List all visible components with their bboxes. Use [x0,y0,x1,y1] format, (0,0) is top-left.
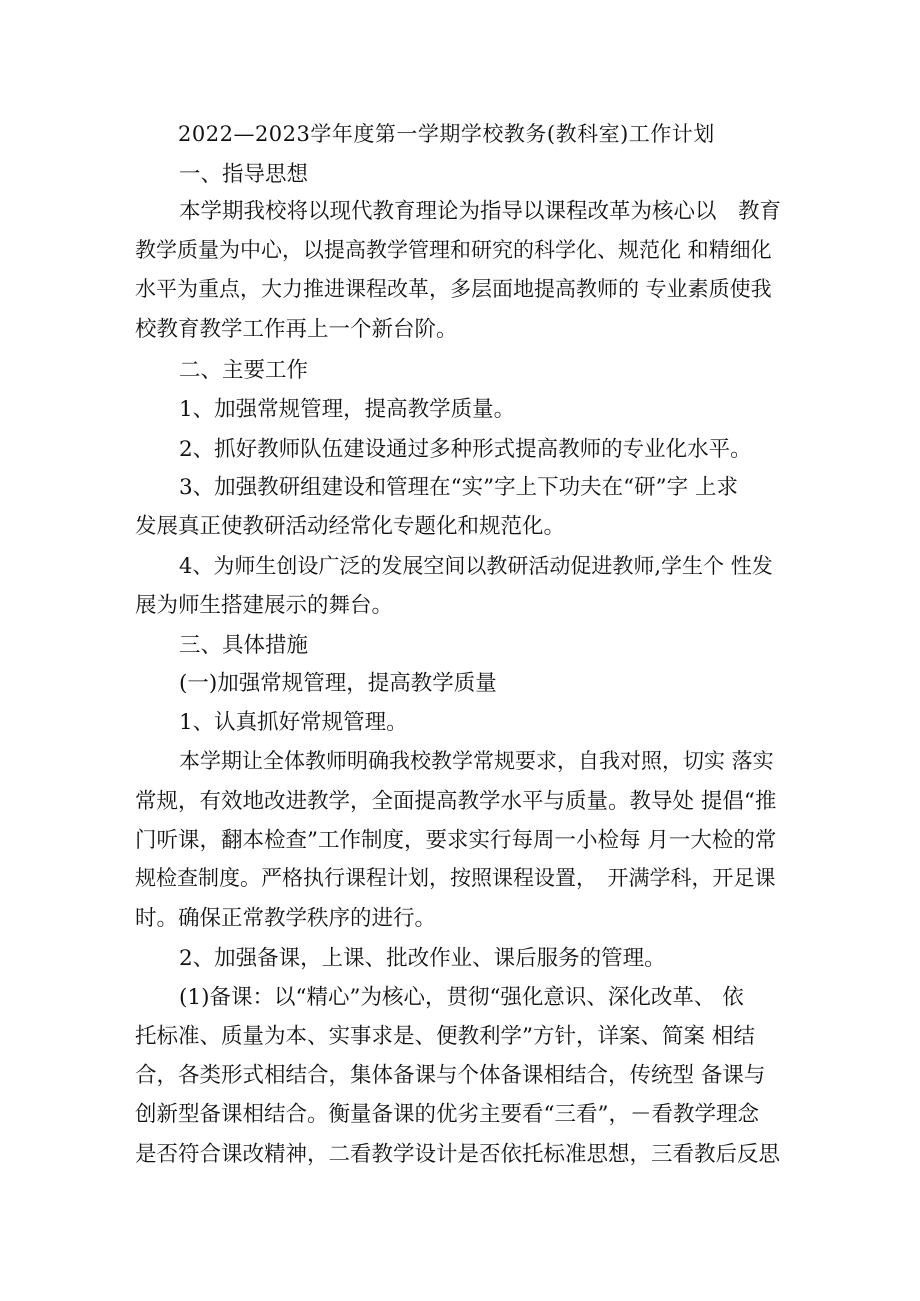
body-line: 教学质量为中心，以提高教学管理和研究的科学化、规范化 和精细化 [135,238,772,262]
body-line: 门听课，翻本检查”工作制度，要求实行每周一小检每 月一大检的常 [135,828,777,853]
body-line: 规检查制度。严格执行课程计划，按照课程设置， 开满学科，开足课 [135,866,776,890]
body-line: 发展真正使教研活动经常化专题化和规范化。 [135,514,566,539]
body-line: 三、具体措施 [179,633,309,658]
body-line: 本学期我校将以现代教育理论为指导以课程改革为核心以 教育 [179,199,782,224]
body-line: 合，各类形式相结合，集体备课与个体备课相结合，传统型 备课与 [135,1063,766,1088]
body-line: 一、指导思想 [179,162,309,187]
body-line: 1、加强常规管理，提高教学质量。 [179,397,516,422]
body-line: 2、加强备课，上课、批改作业、课后服务的管理。 [179,946,666,971]
body-line: 托标准、质量为本、实事求是、便教利学”方针，详案、简案 相结 [135,1024,755,1049]
body-line: 水平为重点，大力推进课程改革，多层面地提高教师的 专业素质使我 [135,277,772,301]
body-line: 3、加强教研组建设和管理在“实”字上下功夫在“研”字 上求 [179,475,738,500]
body-line: 本学期让全体教师明确我校教学常规要求，自我对照，切实 落实 [179,749,774,773]
body-line: 是否符合课改精神，二看教学设计是否依托标准思想，三看教后反思 [135,1142,781,1167]
body-line: 二、主要工作 [179,358,309,383]
body-line: 展为师生搭建展示的舞台。 [135,593,394,618]
body-line: (1)备课：以“精心”为核心，贯彻“强化意识、深化改革、 依 [179,985,744,1010]
body-line: 4、为师生创设广泛的发展空间以教研活动促进教师,学生个 性发 [179,554,773,578]
body-line: 常规，有效地改进教学，全面提高教学水平与质量。教导处 提倡“推 [135,789,777,814]
body-line: 2、抓好教师队伍建设通过多种形式提高教师的专业化水平。 [179,437,752,462]
body-line: 创新型备课相结合。衡量备课的优劣主要看“三看”，－看教学理念 [135,1102,759,1127]
document-title: 2022—2023学年度第一学期学校教务(教科室)工作计划 [178,122,715,146]
body-line: (一)加强常规管理，提高教学质量 [179,671,497,696]
body-line: 校教育教学工作再上一个新台阶。 [135,317,458,342]
body-line: 1、认真抓好常规管理。 [179,710,408,735]
body-line: 时。确保正常教学秩序的进行。 [135,906,437,931]
